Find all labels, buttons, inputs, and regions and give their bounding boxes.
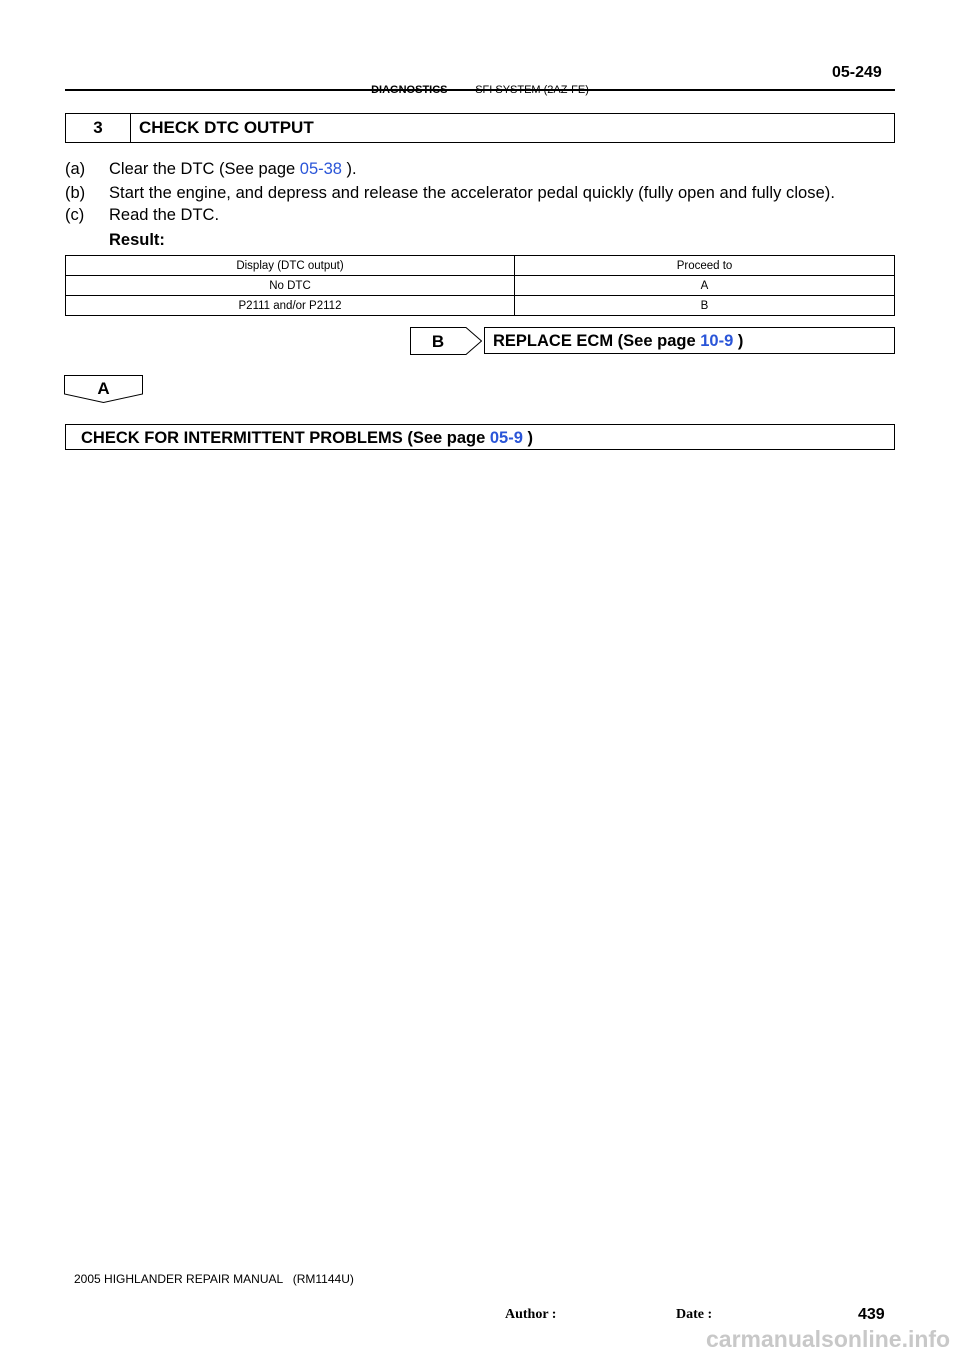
instruction-text: Start the engine, and depress and release the accelerator pedal quickly (fully open and fully close). (109, 184, 835, 202)
instruction-label: (a) (65, 160, 86, 178)
table-row (66, 276, 895, 296)
footer-page-number: 439 (858, 1306, 885, 1323)
manual-title: 2005 HIGHLANDER REPAIR MANUAL (RM1144U) (74, 1272, 354, 1286)
table-cell: B (515, 296, 895, 316)
page-link-10-9[interactable]: 10-9 (700, 332, 734, 350)
author-label: Author : (505, 1307, 557, 1322)
table-header-row (66, 256, 895, 276)
step-number: 3 (66, 114, 131, 142)
branch-b-arrow-tag (410, 327, 482, 355)
branch-a-label: A (97, 379, 110, 398)
step-title: CHECK DTC OUTPUT (139, 118, 314, 137)
watermark: carmanualsonline.info (706, 1326, 951, 1352)
table-cell: No DTC (66, 276, 515, 296)
instruction-c (65, 206, 219, 225)
page-link-05-9[interactable]: 05-9 (489, 429, 523, 447)
table-row (66, 296, 895, 316)
result-table (65, 255, 895, 316)
header-subsection: SFI SYSTEM (2AZ-FE) (475, 84, 589, 96)
table-cell: A (515, 276, 895, 296)
table-header-cell: Display (DTC output) (66, 256, 515, 276)
intermittent-problems-box: CHECK FOR INTERMITTENT PROBLEMS (See page 05-9 ) (65, 424, 895, 450)
page-number: 05-249 (832, 64, 882, 81)
instruction-label: (b) (65, 184, 86, 202)
instruction-a (65, 160, 357, 179)
instruction-label: (c) (65, 206, 85, 224)
step-box (65, 113, 895, 143)
branch-a-arrow-tag (64, 375, 144, 403)
replace-ecm-box: REPLACE ECM (See page 10-9 ) (484, 327, 895, 354)
branch-b-label: B (431, 332, 445, 351)
result-label: Result: (109, 231, 165, 249)
header-section: DIAGNOSTICS (371, 84, 448, 96)
instruction-text: Clear the DTC (See page 05-38 ). (109, 160, 357, 178)
table-cell: P2111 and/or P2112 (66, 296, 515, 316)
instruction-text: Read the DTC. (109, 206, 220, 224)
date-label: Date : (676, 1307, 713, 1322)
instruction-b (65, 184, 835, 203)
page-link-05-38[interactable]: 05-38 (299, 160, 342, 178)
header-divider (65, 89, 895, 91)
header-separator: - (459, 84, 464, 96)
table-header-cell: Proceed to (515, 256, 895, 276)
